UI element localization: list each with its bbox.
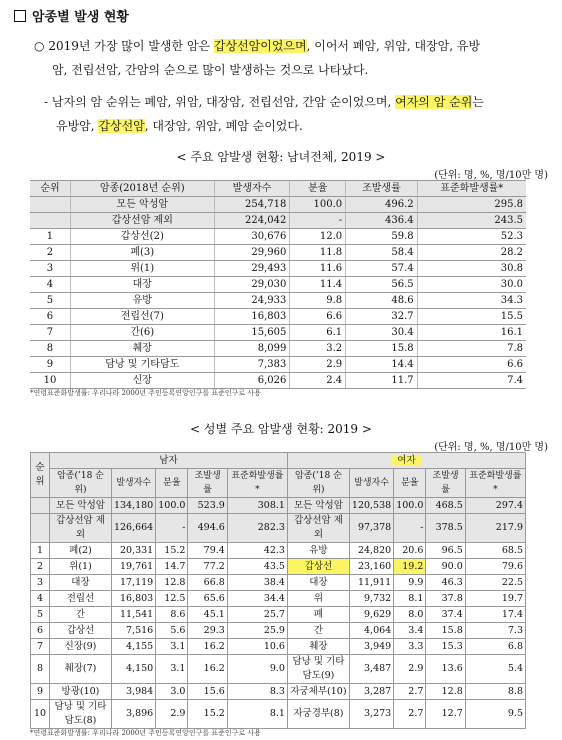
table-cell: 7 [30,325,70,341]
table-cell: 11.8 [290,245,346,261]
table-cell: 3,984 [111,684,155,700]
table-row [31,700,526,729]
table-cell: 11.4 [290,277,346,293]
table-cell: 16.1 [417,325,526,341]
table2-male-header [50,453,288,469]
table-cell: 30,676 [214,229,290,245]
table-cell: 20,331 [111,543,155,559]
bullet-paragraph-2 [44,90,556,138]
table-cell: 6.6 [290,309,346,325]
table-cell: 8.1 [227,700,287,729]
table-cell: 9,732 [349,591,393,607]
table-cell: 유방 [287,543,349,559]
table-cell: 243.5 [417,213,526,229]
table1-header-cell: 표준화발생률* [417,181,526,197]
table-cell: 224,042 [214,213,290,229]
table-cell: 10 [31,700,50,729]
table2-caption: < 성별 주요 암발생 현황: 2019 > [190,422,372,436]
table-cell: 90.0 [426,559,465,575]
table-cell: 갑상선 [50,623,112,639]
table-cell: 30.4 [346,325,417,341]
table-cell: 494.6 [188,514,227,543]
table-cell: 254,718 [214,197,290,213]
table-cell: 신장(9) [50,639,112,655]
table-cell: 위(1) [70,261,214,277]
table-cell: 2.9 [156,700,188,729]
table-cell: 9 [31,684,50,700]
table-cell: 17,119 [111,575,155,591]
highlighted-cell: 갑상선 [287,559,349,575]
table-cell: 9.9 [394,575,426,591]
table-cell: 7.4 [417,373,526,389]
female-label-highlighted: 여자 [391,455,421,466]
table2-unit: (단위: 명, %, 명/10만 명) [434,442,548,453]
table-cell: 11,541 [111,607,155,623]
table-cell: 97,378 [349,514,393,543]
table-cell: 11.6 [290,261,346,277]
table2-subheader-cell: 조발생률 [426,469,465,498]
table-cell: 29,030 [214,277,290,293]
table-cell: 7 [31,639,50,655]
table-cell: 29.3 [188,623,227,639]
table-cell: 9.8 [290,293,346,309]
table-cell: 43.5 [227,559,287,575]
table-cell: 대장 [50,575,112,591]
bullet1-text-post: , 이어서 폐암, 위암, 대장암, 유방 [306,39,481,53]
table-cell: 16,803 [111,591,155,607]
table-cell: 12.7 [426,700,465,729]
table2-header-row [31,453,526,469]
table-cell: 100.0 [156,498,188,514]
table-cell: 6 [31,623,50,639]
table-cell: 갑상선암 제외 [287,514,349,543]
table-row [30,293,526,309]
table-cell: 5.4 [465,655,525,684]
table-cell: 9,629 [349,607,393,623]
table-row [30,357,526,373]
table-row [31,655,526,684]
table-cell: 4 [31,591,50,607]
table-cell: 15.3 [426,639,465,655]
table-cell: 2.9 [394,655,426,684]
table-cell: 1 [30,229,70,245]
table-cell: 8.6 [156,607,188,623]
table-cell: 134,180 [111,498,155,514]
table-cell: 갑상선암 제외 [70,213,214,229]
table-row [30,341,526,357]
table2-subheader-cell: 암종(’18 순위) [50,469,112,498]
table-cell: 7,516 [111,623,155,639]
table-cell: 8.8 [465,684,525,700]
table-cell: 3,487 [349,655,393,684]
table-cell: - [156,514,188,543]
table2-subheader-cell: 발생자수 [111,469,155,498]
bullet2-line2-pre: 유방암, [56,119,99,133]
table-cell: 37.8 [426,591,465,607]
table-cell: 유방 [70,293,214,309]
table-cell: 3,273 [349,700,393,729]
table-cell: 5.6 [156,623,188,639]
table-cell: 34.4 [227,591,287,607]
table-cell: 6 [30,309,70,325]
table2-subheader-cell: 암종(’18 순위) [287,469,349,498]
table-cell: 29,493 [214,261,290,277]
table-row [30,261,526,277]
highlighted-cell: 19.2 [394,559,426,575]
table-cell: 폐 [287,607,349,623]
table-cell: 신장 [70,373,214,389]
table-cell: 37.4 [426,607,465,623]
table-cell: 대장 [70,277,214,293]
section-title [14,6,129,25]
table-cell: 14.4 [346,357,417,373]
table-cell: 22.5 [465,575,525,591]
table2-subheader-cell: 조발생률 [188,469,227,498]
table-cell: 5 [31,607,50,623]
table-cell: 25.9 [227,623,287,639]
table-cell: 담낭 및 기타담도 [70,357,214,373]
table-cell: 6.1 [290,325,346,341]
bullet1-text-pre: 2019년 가장 많이 발생한 암은 [48,39,214,53]
table-cell: 4 [30,277,70,293]
table-cell [31,498,50,514]
table-cell: 담낭 및 기타담도(8) [50,700,112,729]
table-row [31,607,526,623]
bullet-paragraph-1 [34,34,554,82]
table-row [30,277,526,293]
table-cell: 9 [30,357,70,373]
table-cell [31,514,50,543]
table-cell: 췌장 [287,639,349,655]
table-cell: 52.3 [417,229,526,245]
table-cell: 15.2 [188,700,227,729]
bullet2-text-pre: 남자의 암 순위는 폐암, 위암, 대장암, 전립선암, 간암 순이었으며, [51,95,396,109]
table-cell: 12.0 [290,229,346,245]
table-row [30,229,526,245]
table-row [30,197,526,213]
table2-subheader-row [31,469,526,498]
table-cell: 96.5 [426,543,465,559]
table-cell: 폐(3) [70,245,214,261]
table1-unit: (단위: 명, %, 명/10만 명) [434,170,548,181]
table-cell: 24,820 [349,543,393,559]
table1-note: *연령표준화발생률: 우리나라 2000년 주민등록연앙인구를 표준인구로 사용 [30,389,261,397]
table-cell: 15.5 [417,309,526,325]
table-cell: 68.5 [465,543,525,559]
table-cell: - [394,514,426,543]
table-cell: 갑상선(2) [70,229,214,245]
table2-female-header [287,453,525,469]
table2-subheader-cell: 분율 [156,469,188,498]
table-cell: 25.7 [227,607,287,623]
table2-subheader-cell: 발생자수 [349,469,393,498]
table-cell: 217.9 [465,514,525,543]
table-cell: 79.4 [188,543,227,559]
table-cell: 3.0 [156,684,188,700]
table2-note: *연령표준화발생률: 우리나라 2000년 주민등록연앙인구를 표준인구로 사용 [30,729,261,737]
table-cell: 77.2 [188,559,227,575]
table-cell: 14.7 [156,559,188,575]
table-row [31,575,526,591]
table-cell: 8.1 [394,591,426,607]
table1-header-cell: 암종(2018년 순위) [70,181,214,197]
table-cell: 436.4 [346,213,417,229]
table-cell: 3,896 [111,700,155,729]
table-cell: 9.0 [227,655,287,684]
table-cell: 6.6 [417,357,526,373]
table1-header-row [30,181,526,197]
table-cell: 126,664 [111,514,155,543]
table-cell: 120,538 [349,498,393,514]
table-row [31,514,526,543]
table-cell: 17.4 [465,607,525,623]
table-cell: 대장 [287,575,349,591]
table-cell: 6,026 [214,373,290,389]
table-cell: 66.8 [188,575,227,591]
table-cell: 16.2 [188,655,227,684]
table-cell: 65.6 [188,591,227,607]
table-row [31,543,526,559]
table-cell: 위(1) [50,559,112,575]
table1-header-cell: 조발생률 [346,181,417,197]
bullet-circle-icon: ○ [34,39,45,53]
table-row [31,498,526,514]
table-cell: 45.1 [188,607,227,623]
table-cell: 췌장(7) [50,655,112,684]
table-cell: 297.4 [465,498,525,514]
table2-rank-header: 순위 [31,453,50,498]
table-cell: 100.0 [394,498,426,514]
table-cell: 12.8 [426,684,465,700]
table-cell: 8.0 [394,607,426,623]
table-cell [30,213,70,229]
table-cell [30,197,70,213]
table-cell: 4,155 [111,639,155,655]
table-cell: 42.3 [227,543,287,559]
table-cell: 496.2 [346,197,417,213]
table-cell: 6.8 [465,639,525,655]
table-cell: 2.9 [290,357,346,373]
table-cell: 57.4 [346,261,417,277]
table-cell: 34.3 [417,293,526,309]
table-cell: 4,064 [349,623,393,639]
table-cell: 2.7 [394,700,426,729]
table-cell: 30.8 [417,261,526,277]
bullet1-line2: 암, 전립선암, 간암의 순으로 많이 발생하는 것으로 나타났다. [52,63,369,77]
table-cell: 폐(2) [50,543,112,559]
table-row [30,373,526,389]
table-row [31,639,526,655]
table-row [31,684,526,700]
table-cell: 308.1 [227,498,287,514]
table-cell: 8,099 [214,341,290,357]
table-cell: 11.7 [346,373,417,389]
table-cell: 모든 악성암 [70,197,214,213]
table-cell: 10.6 [227,639,287,655]
table-cell: 3 [31,575,50,591]
table1-caption: < 주요 암발생 현황: 남녀전체, 2019 > [176,150,386,164]
table-cell: 3.1 [156,639,188,655]
table-cell: 간 [50,607,112,623]
table-cell: 15.2 [156,543,188,559]
highlighted-text: 갑상선암이었으며 [213,39,307,53]
table-cell: 15.6 [188,684,227,700]
table-cell: 16.2 [188,639,227,655]
highlighted-text: 갑상선암 [98,119,145,133]
table-cell: 1 [31,543,50,559]
table-cell: 523.9 [188,498,227,514]
table-cell: 췌장 [70,341,214,357]
table-cell: 위 [287,591,349,607]
table-cell: 15,605 [214,325,290,341]
table2 [30,452,526,729]
table1-header-cell: 분율 [290,181,346,197]
table2-subheader-cell: 표준화발생률* [465,469,525,498]
section-title-text: 암종별 발생 현황 [32,10,129,25]
table-row [30,325,526,341]
table-cell: 79.6 [465,559,525,575]
table-cell: 2.7 [394,684,426,700]
table-cell: 16,803 [214,309,290,325]
table-cell: 48.6 [346,293,417,309]
table-cell: 2 [31,559,50,575]
table-cell: 58.4 [346,245,417,261]
table-row [31,623,526,639]
table-cell: 2.4 [290,373,346,389]
table-cell: 3.4 [394,623,426,639]
table-cell: 8.3 [227,684,287,700]
table-cell: 15.8 [426,623,465,639]
table-cell: 11,911 [349,575,393,591]
table-cell: 7.8 [417,341,526,357]
table-cell: 자궁체부(10) [287,684,349,700]
table-cell: 3.2 [290,341,346,357]
table-cell: 담낭 및 기타담도(9) [287,655,349,684]
table1-header-cell: 순위 [30,181,70,197]
table-cell: 29,960 [214,245,290,261]
table-cell: 4,150 [111,655,155,684]
table-cell: 15.8 [346,341,417,357]
table-cell: 28.2 [417,245,526,261]
table-cell: 방광(10) [50,684,112,700]
table-row [30,245,526,261]
table-cell: 38.4 [227,575,287,591]
dash-marker: - [44,95,49,109]
table-cell: 30.0 [417,277,526,293]
checkbox-square-icon [14,10,26,22]
table-cell: 3.1 [156,655,188,684]
table1-header-cell: 발생자수 [214,181,290,197]
table-cell: 전립선 [50,591,112,607]
table-cell: 7,383 [214,357,290,373]
table2-subheader-cell: 표준화발생률* [227,469,287,498]
table1 [30,180,526,389]
table-cell: 3,287 [349,684,393,700]
table-cell: 2 [30,245,70,261]
table-cell: - [290,213,346,229]
table-cell: 19.7 [465,591,525,607]
table-cell: 모든 악성암 [287,498,349,514]
table-cell: 전립선(7) [70,309,214,325]
table-cell: 12.5 [156,591,188,607]
table-cell: 간(6) [70,325,214,341]
bullet2-line2-post: , 대장암, 위암, 폐암 순이었다. [144,119,303,133]
table-cell: 378.5 [426,514,465,543]
table-cell: 24,933 [214,293,290,309]
table-cell: 282.3 [227,514,287,543]
table2-subheader-cell: 분율 [394,469,426,498]
table-cell: 10 [30,373,70,389]
table-cell: 3 [30,261,70,277]
table-row [30,213,526,229]
table-cell: 3,949 [349,639,393,655]
male-label: 남자 [159,454,178,466]
table-cell: 56.5 [346,277,417,293]
table-cell: 468.5 [426,498,465,514]
table-cell: 자궁경부(8) [287,700,349,729]
table-cell: 간 [287,623,349,639]
highlighted-text: 여자의 암 순위 [395,95,473,109]
table-cell: 12.8 [156,575,188,591]
table-row [31,559,526,575]
table-cell: 20.6 [394,543,426,559]
table-cell: 7.3 [465,623,525,639]
table-cell: 19,761 [111,559,155,575]
table-cell: 8 [30,341,70,357]
table-cell: 갑상선암 제외 [50,514,112,543]
table-cell: 모든 악성암 [50,498,112,514]
table-cell: 32.7 [346,309,417,325]
table-cell: 295.8 [417,197,526,213]
table-cell: 100.0 [290,197,346,213]
table-cell: 23,160 [349,559,393,575]
bullet2-text-post: 는 [472,95,484,109]
table-cell: 13.6 [426,655,465,684]
table-cell: 3.3 [394,639,426,655]
table-cell: 46.3 [426,575,465,591]
table-cell: 59.8 [346,229,417,245]
table-cell: 9.5 [465,700,525,729]
table-row [30,309,526,325]
table-cell: 8 [31,655,50,684]
table-row [31,591,526,607]
table-cell: 5 [30,293,70,309]
